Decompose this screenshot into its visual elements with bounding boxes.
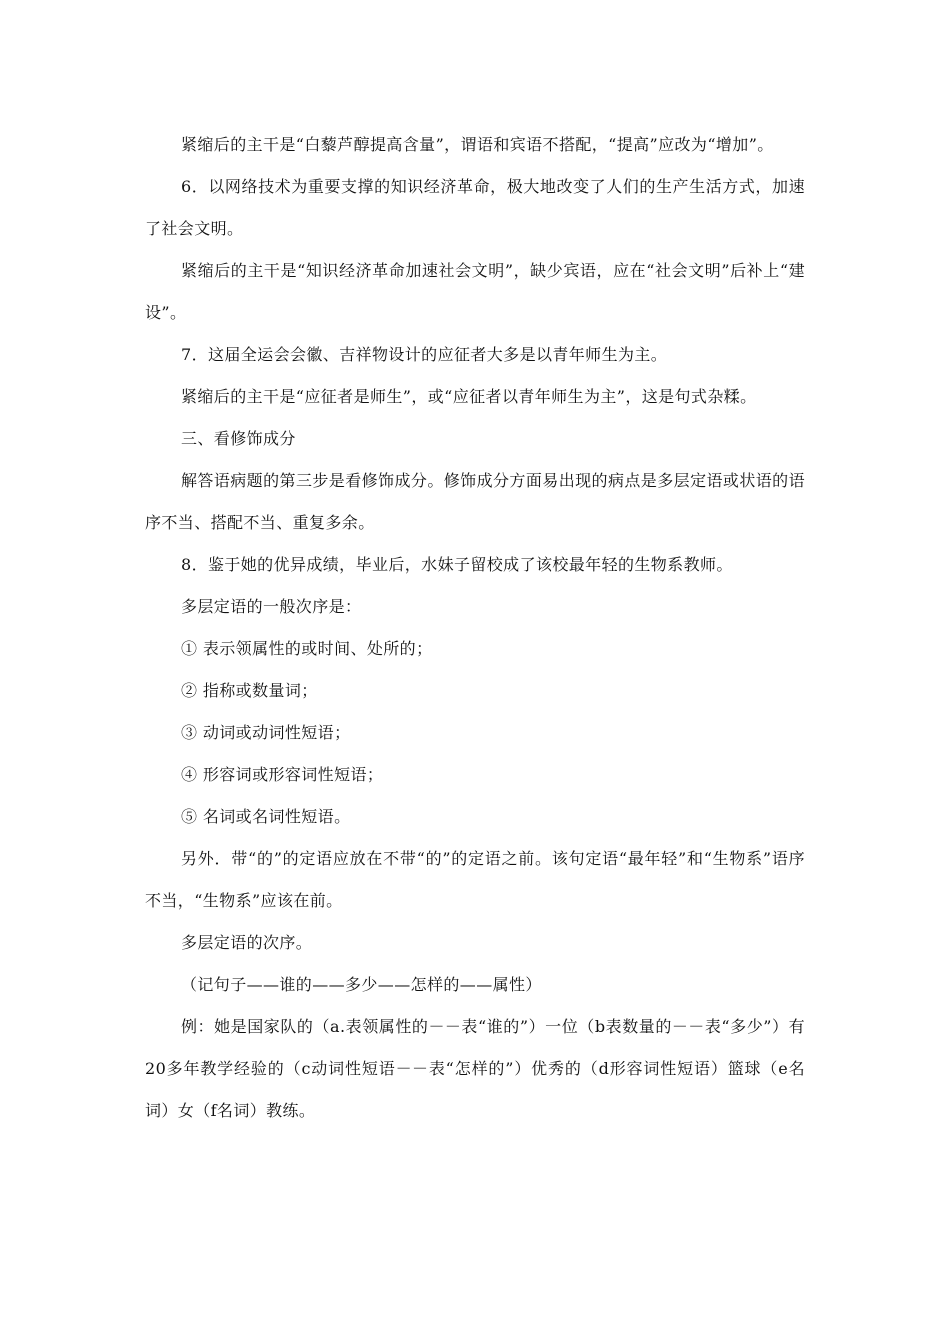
paragraph: 7．这届全运会会徽、吉祥物设计的应征者大多是以青年师生为主。	[181, 345, 668, 364]
paragraph: 紧缩后的主干是“白藜芦醇提高含量”，谓语和宾语不搭配，“提高”应改为“增加”。	[181, 135, 774, 154]
paragraph: 例：她是国家队的（a.表领属性的－－表“谁的”）一位（b表数量的－－表“多少”）有20多年教学经验的（c动词性短语－－表“怎样的”）优秀的（d形容词性短语）篮球（e名词）女（f名词）教练。	[145, 1017, 805, 1120]
paragraph: （记句子——谁的——多少——怎样的——属性）	[181, 975, 542, 994]
paragraph: 另外．带“的”的定语应放在不带“的”的定语之前。该句定语“最年轻”和“生物系”语序不当，“生物系”应该在前。	[145, 849, 805, 910]
list-item: ⑤ 名词或名词性短语。	[181, 807, 351, 826]
paragraph: 解答语病题的第三步是看修饰成分。修饰成分方面易出现的病点是多层定语或状语的语序不当、搭配不当、重复多余。	[145, 471, 805, 532]
paragraph: 多层定语的一般次序是：	[181, 597, 362, 616]
section-heading: 三、看修饰成分	[181, 429, 296, 448]
paragraph: 紧缩后的主干是“应征者是师生”，或“应征者以青年师生为主”，这是句式杂糅。	[181, 387, 757, 406]
list-item: ④ 形容词或形容词性短语；	[181, 765, 384, 784]
paragraph: 6．以网络技术为重要支撑的知识经济革命，极大地改变了人们的生产生活方式，加速了社会文明。	[145, 177, 805, 238]
paragraph: 多层定语的次序。	[181, 933, 313, 952]
document-body	[145, 124, 805, 1132]
list-item: ② 指称或数量词；	[181, 681, 318, 700]
list-item: ③ 动词或动词性短语；	[181, 723, 351, 742]
paragraph: 紧缩后的主干是“知识经济革命加速社会文明”，缺少宾语，应在“社会文明”后补上“建设”。	[145, 261, 805, 322]
paragraph: 8．鉴于她的优异成绩，毕业后，水妹子留校成了该校最年轻的生物系教师。	[181, 555, 733, 574]
list-item: ① 表示领属性的或时间、处所的；	[181, 639, 433, 658]
